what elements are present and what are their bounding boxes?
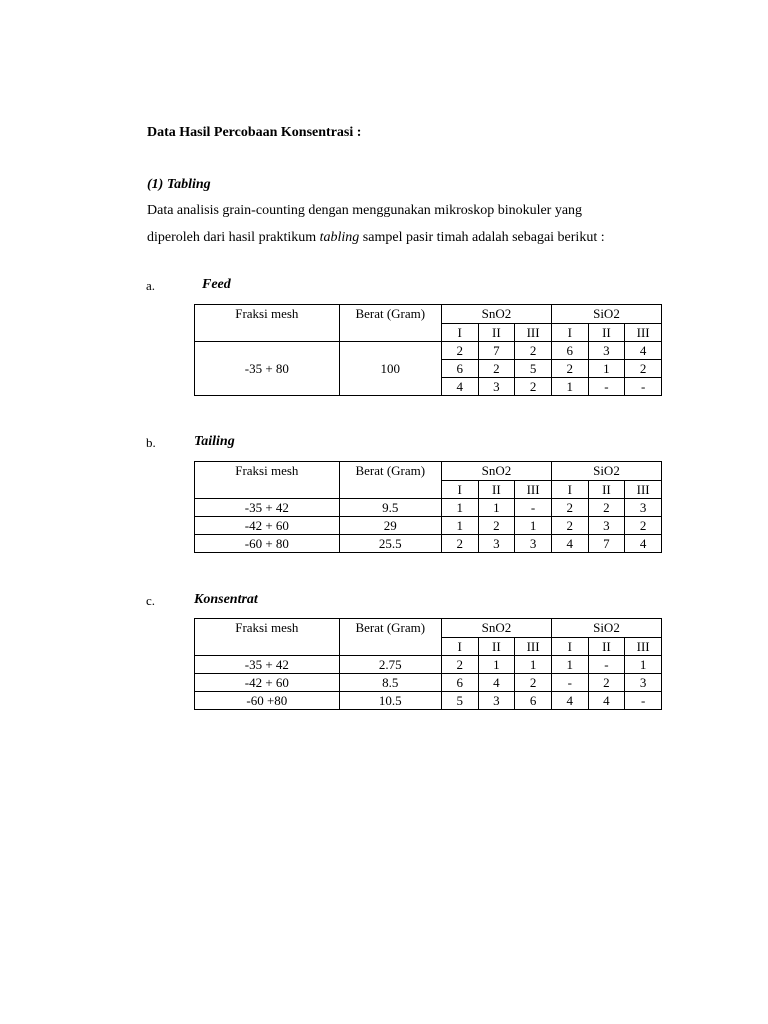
table-cell: 1 xyxy=(551,656,588,674)
table-cell: 1 xyxy=(478,656,515,674)
sub-header: I xyxy=(551,638,588,656)
sub-header: II xyxy=(588,324,625,342)
table-cell: 3 xyxy=(478,378,515,396)
row-fraksi: -60 + 80 xyxy=(195,535,340,553)
table-cell: 2 xyxy=(625,517,662,535)
table-row xyxy=(195,674,662,692)
sub-header: II xyxy=(588,638,625,656)
table-cell: 2 xyxy=(625,360,662,378)
table-cell: 4 xyxy=(625,535,662,553)
row-fraksi: -35 + 42 xyxy=(195,656,340,674)
feed-letter: a. xyxy=(146,278,156,293)
header-sno2: SnO2 xyxy=(441,619,551,638)
feed-label: Feed xyxy=(202,277,231,292)
table-cell: 2 xyxy=(515,342,552,360)
table-cell: 2 xyxy=(515,674,552,692)
sub-header: II xyxy=(478,481,515,499)
table-cell: 2 xyxy=(441,342,478,360)
table-cell: 2 xyxy=(588,499,625,517)
table-cell: 2 xyxy=(478,517,515,535)
row-berat: 8.5 xyxy=(339,674,441,692)
row-berat: 10.5 xyxy=(339,692,441,710)
table-cell: 5 xyxy=(515,360,552,378)
sub-header: III xyxy=(625,481,662,499)
table-cell: - xyxy=(588,656,625,674)
sub-header: III xyxy=(625,324,662,342)
section-heading xyxy=(147,177,211,193)
sub-header: III xyxy=(515,481,552,499)
konsentrat-letter: c. xyxy=(146,593,156,608)
header-sio2: SiO2 xyxy=(551,619,661,638)
table-cell: 2 xyxy=(551,517,588,535)
sub-header: II xyxy=(478,324,515,342)
paragraph-italic-term: tabling xyxy=(319,230,360,245)
tailing-table xyxy=(194,461,662,553)
table-cell: 6 xyxy=(515,692,552,710)
table-cell: 1 xyxy=(515,517,552,535)
table-cell: 2 xyxy=(478,360,515,378)
table-cell: 2 xyxy=(441,656,478,674)
paragraph-line-2 xyxy=(147,230,605,246)
header-fraksi: Fraksi mesh xyxy=(195,305,340,342)
table-cell: 3 xyxy=(478,692,515,710)
sub-header: III xyxy=(515,638,552,656)
table-cell: 7 xyxy=(588,535,625,553)
table-cell: 3 xyxy=(625,674,662,692)
sub-header: II xyxy=(478,638,515,656)
row-fraksi: -42 + 60 xyxy=(195,517,340,535)
table-cell: - xyxy=(588,378,625,396)
table-cell: 4 xyxy=(625,342,662,360)
table-cell: 4 xyxy=(588,692,625,710)
header-fraksi: Fraksi mesh xyxy=(195,619,340,656)
table-cell: 2 xyxy=(551,360,588,378)
sub-header: III xyxy=(625,638,662,656)
feed-berat: 100 xyxy=(339,342,441,396)
header-sno2: SnO2 xyxy=(441,462,551,481)
table-cell: 2 xyxy=(441,535,478,553)
table-cell: 3 xyxy=(515,535,552,553)
row-berat: 25.5 xyxy=(339,535,441,553)
table-cell: - xyxy=(625,692,662,710)
table-cell: 2 xyxy=(515,378,552,396)
table-cell: 5 xyxy=(441,692,478,710)
table-cell: 1 xyxy=(625,656,662,674)
table-cell: 1 xyxy=(515,656,552,674)
table-row xyxy=(195,517,662,535)
table-row xyxy=(195,656,662,674)
sub-header: II xyxy=(588,481,625,499)
table-cell: 7 xyxy=(478,342,515,360)
section-number: (1) xyxy=(147,177,164,192)
table-cell: 1 xyxy=(441,517,478,535)
table-cell: 4 xyxy=(441,378,478,396)
header-fraksi: Fraksi mesh xyxy=(195,462,340,499)
table-cell: 1 xyxy=(588,360,625,378)
table-cell: - xyxy=(515,499,552,517)
tailing-letter: b. xyxy=(146,435,156,450)
table-cell: - xyxy=(551,674,588,692)
header-sno2: SnO2 xyxy=(441,305,551,324)
table-cell: 4 xyxy=(551,535,588,553)
table-cell: 3 xyxy=(588,517,625,535)
row-fraksi: -60 +80 xyxy=(195,692,340,710)
header-berat: Berat (Gram) xyxy=(339,305,441,342)
table-cell: 1 xyxy=(478,499,515,517)
sub-header: I xyxy=(441,481,478,499)
section-name: Tabling xyxy=(166,177,211,192)
sub-header: I xyxy=(551,324,588,342)
row-berat: 29 xyxy=(339,517,441,535)
table-cell: 6 xyxy=(441,674,478,692)
table-cell: 2 xyxy=(551,499,588,517)
table-cell: - xyxy=(625,378,662,396)
paragraph-line-1: Data analisis grain-counting dengan menggunakan mikroskop binokuler yang xyxy=(147,203,583,218)
table-cell: 4 xyxy=(551,692,588,710)
sub-header: I xyxy=(551,481,588,499)
table-cell: 1 xyxy=(441,499,478,517)
table-cell: 3 xyxy=(478,535,515,553)
feed-table xyxy=(194,304,662,396)
row-berat: 9.5 xyxy=(339,499,441,517)
table-row xyxy=(195,499,662,517)
konsentrat-label: Konsentrat xyxy=(194,592,258,607)
table-cell: 3 xyxy=(625,499,662,517)
konsentrat-table xyxy=(194,618,662,710)
row-fraksi: -35 + 42 xyxy=(195,499,340,517)
row-berat: 2.75 xyxy=(339,656,441,674)
document-title: Data Hasil Percobaan Konsentrasi : xyxy=(147,125,362,140)
paragraph-text: diperoleh dari hasil praktikum xyxy=(147,230,320,245)
table-cell: 4 xyxy=(478,674,515,692)
header-sio2: SiO2 xyxy=(551,462,661,481)
table-cell: 6 xyxy=(441,360,478,378)
paragraph-text: sampel pasir timah adalah sebagai berikut : xyxy=(359,230,605,245)
row-fraksi: -42 + 60 xyxy=(195,674,340,692)
header-berat: Berat (Gram) xyxy=(339,619,441,656)
table-cell: 6 xyxy=(551,342,588,360)
table-cell: 3 xyxy=(588,342,625,360)
sub-header: III xyxy=(515,324,552,342)
sub-header: I xyxy=(441,638,478,656)
tailing-label: Tailing xyxy=(194,434,235,449)
table-row xyxy=(195,535,662,553)
table-cell: 1 xyxy=(551,378,588,396)
feed-fraksi: -35 + 80 xyxy=(195,342,340,396)
table-row xyxy=(195,692,662,710)
header-sio2: SiO2 xyxy=(551,305,661,324)
header-berat: Berat (Gram) xyxy=(339,462,441,499)
sub-header: I xyxy=(441,324,478,342)
table-row xyxy=(195,342,662,360)
table-cell: 2 xyxy=(588,674,625,692)
